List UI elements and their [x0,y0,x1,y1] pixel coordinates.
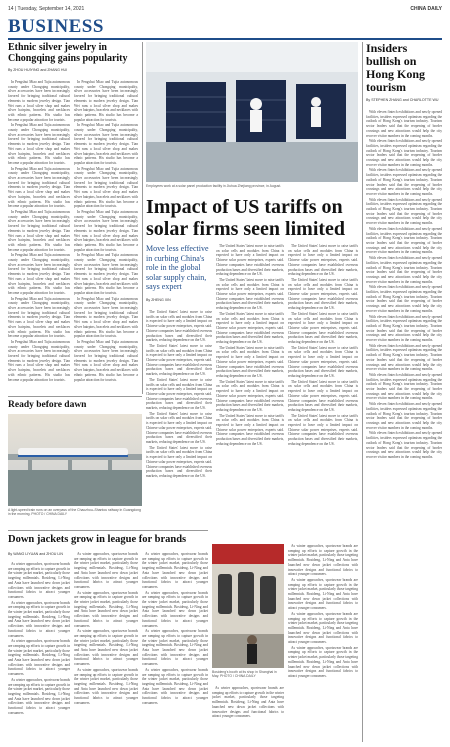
bosideng-photo [212,544,284,668]
page-date: 14 | Tuesday, September 14, 2021 [8,6,85,12]
story-headline: Impact of US tariffs on solar firms seen limited [146,196,346,240]
story-body-col1: The United States' latest move to raise tariffs on solar cells and modules from China is expected to have only a limited impact on Chinese solar power enterprises, experts said. Chinese companies have established overseas production bases and diversified their markets, reducing dependence on the US. The United States' latest move to raise tariffs on solar cells and modules from China is expected to have only a limited impact on Chinese solar power enterprises, experts said. Chinese companies have established overseas production bases and diversified their markets, reducing dependence on the US. The United States' latest move to raise tariffs on solar cells and modules from China is expected to have only a limited impact on Chinese solar power enterprises, experts said. Chinese companies have established overseas production bases and diversified their markets, reducing dependence on the US. The United States' latest move to raise tariffs on solar cells and modules from China is expected to have only a limited impact on Chinese solar power enterprises, experts said. Chinese companies have established overseas production bases and diversified their markets, reducing dependence on the US. The United States' latest move to raise tariffs on solar cells and modules from China is expected to have only a limited impact on Chinese solar power enterprises, experts said. Chinese companies have established overseas production bases and diversified their markets, reducing dependence on the US. [146,310,212,478]
story-body-col2: In Pengshui Miao and Tujia autonomous county under Chongqing municipality, silver accessories have been increasingly favored for bringing traditional cultural elements to modern jewelry design. Tian Wei runs a local silver shop and makes silver hairpins, bracelets and necklaces with ethnic patterns. His studio has become a popular attraction for tourists. In Pengshui Miao and Tujia autonomous county under Chongqing municipality, silver accessories have been increasingly favored for bringing traditional cultural elements to modern jewelry design. Tian Wei runs a local silver shop and makes silver hairpins, bracelets and necklaces with ethnic patterns. His studio has become a popular attraction for tourists. In Pengshui Miao and Tujia autonomous county under Chongqing municipality, silver accessories have been increasingly favored for bringing traditional cultural elements to modern jewelry design. Tian Wei runs a local silver shop and makes silver hairpins, bracelets and necklaces with ethnic patterns. His studio has become a popular attraction for tourists. In Pengshui Miao and Tujia autonomous county under Chongqing municipality, silver accessories have been increasingly favored for bringing traditional cultural elements to modern jewelry design. Tian Wei runs a local silver shop and makes silver hairpins, bracelets and necklaces with ethnic patterns. His studio has become a popular attraction for tourists. In Pengshui Miao and Tujia autonomous county under Chongqing municipality, silver accessories have been increasingly favored for bringing traditional cultural elements to modern jewelry design. Tian Wei runs a local silver shop and makes silver hairpins, bracelets and necklaces with ethnic patterns. His studio has become a popular attraction for tourists. In Pengshui Miao and Tujia autonomous county under Chongqing municipality, silver accessories have been increasingly favored for bringing traditional cultural elements to modern jewelry design. Tian Wei runs a local silver shop and makes silver hairpins, bracelets and necklaces with ethnic patterns. His studio has become a popular attraction for tourists. In Pengshui Miao and Tujia autonomous county under Chongqing municipality, silver accessories have been increasingly favored for bringing traditional cultural elements to modern jewelry design. Tian Wei runs a local silver shop and makes silver hairpins, bracelets and necklaces with ethnic patterns. His studio has become a popular attraction for tourists. [74,80,138,382]
column-rule [142,42,143,394]
story-headline: Insiders bullish on Hong Kong tourism [366,41,426,94]
story-body-col1: As winter approaches, sportswear brands are ramping up efforts to capture growth in the winter jacket market, particularly those targeting millennials. Bosideng, Li-Ning and Anta have launched new down jacket collections with innovative designs and functional fabrics to attract younger consumers. As winter approaches, sportswear brands are ramping up efforts to capture growth in the winter jacket market, particularly those targeting millennials. Bosideng, Li-Ning and Anta have launched new down jacket collections with innovative designs and functional fabrics to attract younger consumers. As winter approaches, sportswear brands are ramping up efforts to capture growth in the winter jacket market, particularly those targeting millennials. Bosideng, Li-Ning and Anta have launched new down jacket collections with innovative designs and functional fabrics to attract younger consumers. As winter approaches, sportswear brands are ramping up efforts to capture growth in the winter jacket market, particularly those targeting millennials. Bosideng, Li-Ning and Anta have launched new down jacket collections with innovative designs and functional fabrics to attract younger consumers. [8,562,70,715]
story-byline: By ZHENG XIN [146,298,171,302]
divider [8,396,142,397]
story-body-col3: As winter approaches, sportswear brands are ramping up efforts to capture growth in the winter jacket market, particularly those targeting millennials. Bosideng, Li-Ning and Anta have launched new down jacket collections with innovative designs and functional fabrics to attract younger consumers. As winter approaches, sportswear brands are ramping up efforts to capture growth in the winter jacket market, particularly those targeting millennials. Bosideng, Li-Ning and Anta have launched new down jacket collections with innovative designs and functional fabrics to attract younger consumers. As winter approaches, sportswear brands are ramping up efforts to capture growth in the winter jacket market, particularly those targeting millennials. Bosideng, Li-Ning and Anta have launched new down jacket collections with innovative designs and functional fabrics to attract younger consumers. As winter approaches, sportswear brands are ramping up efforts to capture growth in the winter jacket market, particularly those targeting millennials. Bosideng, Li-Ning and Anta have launched new down jacket collections with innovative designs and functional fabrics to attract younger consumers. [142,552,208,705]
photo-caption: Bosideng's booth at its shop in Shanghai in May. PHOTO / CHINA DAILY [212,670,277,679]
story-body: With eleven fintech exhibitions and newly opened facilities, insiders expressed optimism regarding the outlook of Hong Kong's tourism industry. Tourism sector leaders said that the reopening of border crossings and new attractions would help the city recover visitor numbers in the coming months. With eleven fintech exhibitions and newly opened facilities, insiders expressed optimism regarding the outlook of Hong Kong's tourism industry. Tourism sector leaders said that the reopening of border crossings and new attractions would help the city recover visitor numbers in the coming months. With eleven fintech exhibitions and newly opened facilities, insiders expressed optimism regarding the outlook of Hong Kong's tourism industry. Tourism sector leaders said that the reopening of border crossings and new attractions would help the city recover visitor numbers in the coming months. With eleven fintech exhibitions and newly opened facilities, insiders expressed optimism regarding the outlook of Hong Kong's tourism industry. Tourism sector leaders said that the reopening of border crossings and new attractions would help the city recover visitor numbers in the coming months. With eleven fintech exhibitions and newly opened facilities, insiders expressed optimism regarding the outlook of Hong Kong's tourism industry. Tourism sector leaders said that the reopening of border crossings and new attractions would help the city recover visitor numbers in the coming months. With eleven fintech exhibitions and newly opened facilities, insiders expressed optimism regarding the outlook of Hong Kong's tourism industry. Tourism sector leaders said that the reopening of border crossings and new attractions would help the city recover visitor numbers in the coming months. With eleven fintech exhibitions and newly opened facilities, insiders expressed optimism regarding the outlook of Hong Kong's tourism industry. Tourism sector leaders said that the reopening of border crossings and new attractions would help the city recover visitor numbers in the coming months. With eleven fintech exhibitions and newly opened facilities, insiders expressed optimism regarding the outlook of Hong Kong's tourism industry. Tourism sector leaders said that the reopening of border crossings and new attractions would help the city recover visitor numbers in the coming months. With eleven fintech exhibitions and newly opened facilities, insiders expressed optimism regarding the outlook of Hong Kong's tourism industry. Tourism sector leaders said that the reopening of border crossings and new attractions would help the city recover visitor numbers in the coming months. With eleven fintech exhibitions and newly opened facilities, insiders expressed optimism regarding the outlook of Hong Kong's tourism industry. Tourism sector leaders said that the reopening of border crossings and new attractions would help the city recover visitor numbers in the coming months. With eleven fintech exhibitions and newly opened facilities, insiders expressed optimism regarding the outlook of Hong Kong's tourism industry. Tourism sector leaders said that the reopening of border crossings and new attractions would help the city recover visitor numbers in the coming months. With eleven fintech exhibitions and newly opened facilities, insiders expressed optimism regarding the outlook of Hong Kong's tourism industry. Tourism sector leaders said that the reopening of border crossings and new attractions would help the city recover visitor numbers in the coming months. [366,110,442,459]
story-body-col5: As winter approaches, sportswear brands are ramping up efforts to capture growth in the winter jacket market, particularly those targeting millennials. Bosideng, Li-Ning and Anta have launched new down jacket collections with innovative designs and functional fabrics to attract younger consumers. [212,686,284,719]
story-body-col3: The United States' latest move to raise tariffs on solar cells and modules from China is expected to have only a limited impact on Chinese solar power enterprises, experts said. Chinese companies have established overseas production bases and diversified their markets, reducing dependence on the US. The United States' latest move to raise tariffs on solar cells and modules from China is expected to have only a limited impact on Chinese solar power enterprises, experts said. Chinese companies have established overseas production bases and diversified their markets, reducing dependence on the US. The United States' latest move to raise tariffs on solar cells and modules from China is expected to have only a limited impact on Chinese solar power enterprises, experts said. Chinese companies have established overseas production bases and diversified their markets, reducing dependence on the US. The United States' latest move to raise tariffs on solar cells and modules from China is expected to have only a limited impact on Chinese solar power enterprises, experts said. Chinese companies have established overseas production bases and diversified their markets, reducing dependence on the US. The United States' latest move to raise tariffs on solar cells and modules from China is expected to have only a limited impact on Chinese solar power enterprises, experts said. Chinese companies have established overseas production bases and diversified their markets, reducing dependence on the US. The United States' latest move to raise tariffs on solar cells and modules from China is expected to have only a limited impact on Chinese solar power enterprises, experts said. Chinese companies have established overseas production bases and diversified their markets, reducing dependence on the US. [288,244,358,446]
story-body-col2: The United States' latest move to raise tariffs on solar cells and modules from China is expected to have only a limited impact on Chinese solar power enterprises, experts said. Chinese companies have established overseas production bases and diversified their markets, reducing dependence on the US. The United States' latest move to raise tariffs on solar cells and modules from China is expected to have only a limited impact on Chinese solar power enterprises, experts said. Chinese companies have established overseas production bases and diversified their markets, reducing dependence on the US. The United States' latest move to raise tariffs on solar cells and modules from China is expected to have only a limited impact on Chinese solar power enterprises, experts said. Chinese companies have established overseas production bases and diversified their markets, reducing dependence on the US. The United States' latest move to raise tariffs on solar cells and modules from China is expected to have only a limited impact on Chinese solar power enterprises, experts said. Chinese companies have established overseas production bases and diversified their markets, reducing dependence on the US. The United States' latest move to raise tariffs on solar cells and modules from China is expected to have only a limited impact on Chinese solar power enterprises, experts said. Chinese companies have established overseas production bases and diversified their markets, reducing dependence on the US. The United States' latest move to raise tariffs on solar cells and modules from China is expected to have only a limited impact on Chinese solar power enterprises, experts said. Chinese companies have established overseas production bases and diversified their markets, reducing dependence on the US. [216,244,284,446]
page-header [8,6,442,16]
section-title: BUSINESS [8,16,104,37]
train-photo [8,414,142,506]
story-byline: By WANG LIYUAN and ZHOU LIN [8,552,63,556]
photo-caption: A light-speed train runs on an overpass of the Chaozhou–Shantou railway in Guangdong in the morning. PHOTO / CHINA DAILY [8,508,141,517]
story-byline: By STEPHEN ZHANG and CHARLOTTE WU [366,98,439,102]
photo-caption: Employees work at a solar panel production facility in Jiuhua Zhejiang province, in August. [146,184,282,188]
story-deck: Move less effective in curbing China's role in the global solar supply chain, says expert [146,244,209,291]
story-body-col4: As winter approaches, sportswear brands are ramping up efforts to capture growth in the winter jacket market, particularly those targeting millennials. Bosideng, Li-Ning and Anta have launched new down jacket collections with innovative designs and functional fabrics to attract younger consumers. As winter approaches, sportswear brands are ramping up efforts to capture growth in the winter jacket market, particularly those targeting millennials. Bosideng, Li-Ning and Anta have launched new down jacket collections with innovative designs and functional fabrics to attract younger consumers. As winter approaches, sportswear brands are ramping up efforts to capture growth in the winter jacket market, particularly those targeting millennials. Bosideng, Li-Ning and Anta have launched new down jacket collections with innovative designs and functional fabrics to attract younger consumers. As winter approaches, sportswear brands are ramping up efforts to capture growth in the winter jacket market, particularly those targeting millennials. Bosideng, Li-Ning and Anta have launched new down jacket collections with innovative designs and functional fabrics to attract younger consumers. [288,544,358,678]
story-body-col2: As winter approaches, sportswear brands are ramping up efforts to capture growth in the winter jacket market, particularly those targeting millennials. Bosideng, Li-Ning and Anta have launched new down jacket collections with innovative designs and functional fabrics to attract younger consumers. As winter approaches, sportswear brands are ramping up efforts to capture growth in the winter jacket market, particularly those targeting millennials. Bosideng, Li-Ning and Anta have launched new down jacket collections with innovative designs and functional fabrics to attract younger consumers. As winter approaches, sportswear brands are ramping up efforts to capture growth in the winter jacket market, particularly those targeting millennials. Bosideng, Li-Ning and Anta have launched new down jacket collections with innovative designs and functional fabrics to attract younger consumers. As winter approaches, sportswear brands are ramping up efforts to capture growth in the winter jacket market, particularly those targeting millennials. Bosideng, Li-Ning and Anta have launched new down jacket collections with innovative designs and functional fabrics to attract younger consumers. [74,552,138,705]
paper-name: CHINA DAILY [410,6,442,12]
column-rule [362,42,363,742]
solar-factory-photo [146,42,358,182]
story-headline: Ready before dawn [8,400,87,410]
story-body-col1: In Pengshui Miao and Tujia autonomous county under Chongqing municipality, silver accessories have been increasingly favored for bringing traditional cultural elements to modern jewelry design. Tian Wei runs a local silver shop and makes silver hairpins, bracelets and necklaces with ethnic patterns. His studio has become a popular attraction for tourists. In Pengshui Miao and Tujia autonomous county under Chongqing municipality, silver accessories have been increasingly favored for bringing traditional cultural elements to modern jewelry design. Tian Wei runs a local silver shop and makes silver hairpins, bracelets and necklaces with ethnic patterns. His studio has become a popular attraction for tourists. In Pengshui Miao and Tujia autonomous county under Chongqing municipality, silver accessories have been increasingly favored for bringing traditional cultural elements to modern jewelry design. Tian Wei runs a local silver shop and makes silver hairpins, bracelets and necklaces with ethnic patterns. His studio has become a popular attraction for tourists. In Pengshui Miao and Tujia autonomous county under Chongqing municipality, silver accessories have been increasingly favored for bringing traditional cultural elements to modern jewelry design. Tian Wei runs a local silver shop and makes silver hairpins, bracelets and necklaces with ethnic patterns. His studio has become a popular attraction for tourists. In Pengshui Miao and Tujia autonomous county under Chongqing municipality, silver accessories have been increasingly favored for bringing traditional cultural elements to modern jewelry design. Tian Wei runs a local silver shop and makes silver hairpins, bracelets and necklaces with ethnic patterns. His studio has become a popular attraction for tourists. In Pengshui Miao and Tujia autonomous county under Chongqing municipality, silver accessories have been increasingly favored for bringing traditional cultural elements to modern jewelry design. Tian Wei runs a local silver shop and makes silver hairpins, bracelets and necklaces with ethnic patterns. His studio has become a popular attraction for tourists. In Pengshui Miao and Tujia autonomous county under Chongqing municipality, silver accessories have been increasingly favored for bringing traditional cultural elements to modern jewelry design. Tian Wei runs a local silver shop and makes silver hairpins, bracelets and necklaces with ethnic patterns. His studio has become a popular attraction for tourists. [8,80,70,382]
story-headline: Down jackets grow in league for brands [8,534,187,545]
section-banner [8,16,442,40]
story-byline: By ZHOU HUIYING and ZHANG HUI [8,68,68,72]
story-headline: Ethnic silver jewelry in Chongqing gains popularity [8,42,128,64]
